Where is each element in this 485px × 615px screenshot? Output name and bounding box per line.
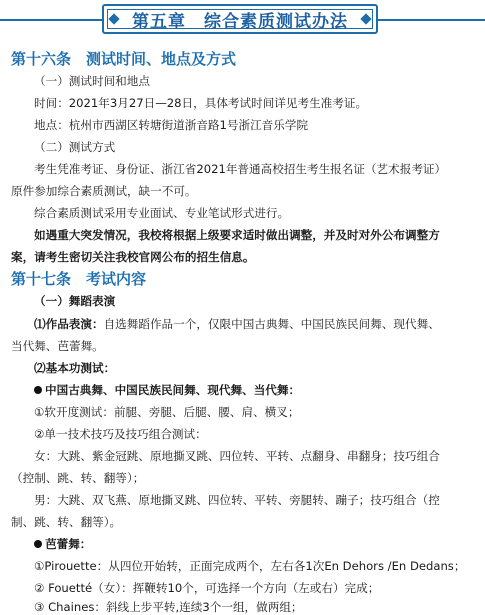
bullet-icon	[34, 540, 42, 548]
female-requirements-b: （控制、跳、转、翻等）；	[11, 471, 145, 485]
notice-bold-a: 如遇重大突发情况，我校将根据上级要求适时做出调整，并及时对外公布调整方	[34, 228, 440, 242]
item-performance	[34, 317, 440, 331]
flexibility-test: ①软开度测试：前腿、旁腿、后腿、腰、肩、横叉；	[34, 405, 300, 419]
technique-test: ②单一技术技巧及技巧组合测试：	[34, 427, 207, 441]
item-performance-text: 自选舞蹈作品一个，仅限中国古典舞、中国民族民间舞、现代舞、	[103, 317, 440, 331]
article-16-heading: 第十六条 测试时间、地点及方式	[11, 50, 237, 68]
method-paragraph-1a: 考生凭准考证、身份证、浙江省2021年普通高校招生考生报名证（艺术报考证）	[34, 162, 447, 176]
subsection-method: （二）测试方式	[34, 140, 116, 154]
item-basic-skills: ⑵基本功测试：	[34, 361, 116, 375]
category-ballet-text: 芭蕾舞：	[45, 537, 92, 551]
ballet-pirouette: ①Pirouette：从四位开始转，正面完成两个，左右各1次En Dehors /En Dedans；	[34, 559, 466, 573]
category-ballet	[34, 537, 91, 551]
item-performance-cont: 当代舞、芭蕾舞。	[11, 339, 104, 353]
category-chinese-dance	[34, 383, 300, 397]
male-requirements-a: 男：大跳、双飞燕、原地撕叉跳、四位转、平转、旁腿转、蹦子；技巧组合（控	[34, 493, 440, 507]
ballet-fouette: ② Fouetté（女）：挥鞭转10个，可选择一个方向（左或右）完成；	[34, 581, 380, 595]
chapter-banner	[102, 4, 378, 34]
exam-time: 时间：2021年3月27日—28日，具体考试时间详见考生准考证。	[34, 96, 368, 110]
chapter-title: 第五章 综合素质测试办法	[132, 11, 348, 32]
category-chinese-dance-text: 中国古典舞、中国民族民间舞、现代舞、当代舞：	[45, 383, 301, 397]
ballet-chaines: ③ Chaines：斜线上步平转,连续3个一组，做两组；	[34, 600, 303, 614]
method-paragraph-2: 综合素质测试采用专业面试、专业笔试形式进行。	[34, 206, 290, 220]
exam-place: 地点：杭州市西湖区转塘街道浙音路1号浙江音乐学院	[34, 118, 309, 132]
subsection-dance: （一）舞蹈表演	[34, 294, 116, 308]
item-performance-label: ⑴作品表演：	[34, 317, 104, 331]
banner-rule-left	[0, 19, 102, 21]
notice-bold-b: 案，请考生密切关注我校官网公布的招生信息。	[11, 250, 255, 264]
bullet-icon	[34, 386, 42, 394]
method-paragraph-1b: 原件参加综合素质测试，缺一不可。	[11, 184, 197, 198]
banner-rule-right	[378, 19, 485, 21]
subsection-time-place: （一）测试时间和地点	[34, 74, 150, 88]
article-17-heading: 第十七条 考试内容	[11, 270, 147, 288]
female-requirements-a: 女：大跳、紫金冠跳、原地撕叉跳、四位转、平转、点翻身、串翻身；技巧组合	[34, 449, 440, 463]
male-requirements-b: 制、跳、转、翻等）。	[11, 515, 122, 529]
